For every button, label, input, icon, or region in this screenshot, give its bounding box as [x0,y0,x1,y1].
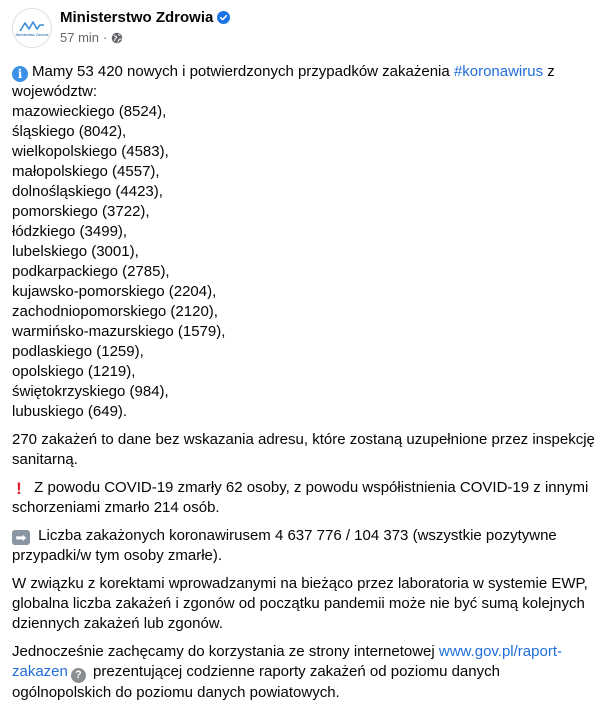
region-item: łódzkiego (3499), [12,223,128,240]
region-item: dolnośląskiego (4423), [12,183,163,200]
correction-paragraph: W związku z korektami wprowadzanymi na bieżąco przez laboratoria w systemie EWP, globalna liczba zakażeń i zgonów od początku pandemii może nie być sumą kolejnych dziennych zakażeń lub zgonów. [12,575,588,632]
post-timestamp[interactable]: 57 min [60,30,100,45]
region-item: lubuskiego (649). [12,403,128,420]
outro-paragraph [12,642,597,703]
page-avatar[interactable] [12,8,52,48]
region-item: zachodniopomorskiego (2120), [12,303,218,320]
region-item: śląskiego (8042), [12,123,127,140]
cases-paragraph [12,62,597,422]
outro-text-after: prezentującej codzienne raporty zakażeń od poziomu danych ogólnopolskich do poziomu danych powiatowych. [12,663,500,701]
name-row [60,8,230,27]
post-body [12,62,597,703]
region-item: lubelskiego (3001), [12,243,139,260]
region-item: podkarpackiego (2785), [12,263,170,280]
region-item: wielkopolskiego (4583), [12,143,169,160]
deaths-text: Z powodu COVID-19 zmarły 62 osoby, z powodu współistnienia COVID-19 z innymi schorzeniami zmarło 214 osób. [12,479,589,516]
avatar-logo-text: Ministerstwo Zdrowia [15,32,49,37]
region-list [12,102,597,422]
region-item: pomorskiego (3722), [12,203,150,220]
totals-paragraph [12,526,597,566]
info-emoji-icon: i [12,66,28,82]
ministry-logo-icon [19,20,45,32]
region-item: kujawsko-pomorskiego (2204), [12,283,217,300]
question-mark-icon[interactable]: ? [71,668,86,683]
verified-badge-icon [217,11,230,24]
exclamation-emoji-icon: ! [16,479,22,498]
report-link[interactable]: www.gov.pl/raport-zakazen [12,643,562,680]
no-address-paragraph: 270 zakażeń to dane bez wskazania adresu, które zostaną uzupełnione przez inspekcję sanitarną. [12,431,595,468]
separator-dot: · [103,30,108,45]
intro-text: Mamy 53 420 nowych i potwierdzonych przypadków zakażenia [32,63,454,80]
region-item: małopolskiego (4557), [12,163,160,180]
post-meta [60,8,230,46]
post-subline [60,29,230,46]
region-item: podlaskiego (1259), [12,343,144,360]
region-item: świętokrzyskiego (984), [12,383,169,400]
region-item: warmińsko-mazurskiego (1579), [12,323,226,340]
intro-text-after: z województw: [12,63,555,100]
region-item: opolskiego (1219), [12,363,136,380]
outro-text: Jednocześnie zachęcamy do korzystania ze strony internetowej [12,643,439,660]
hashtag-link[interactable]: #koronawirus [453,63,544,80]
post-header [12,0,597,52]
globe-icon[interactable] [111,32,123,44]
page-name-link[interactable]: Ministerstwo Zdrowia [60,9,214,26]
totals-text: Liczba zakażonych koronawirusem 4 637 776 / 104 373 (wszystkie pozytywne przypadki/w tym osoby zmarłe). [12,527,557,564]
deaths-paragraph [12,478,597,518]
region-item: mazowieckiego (8524), [12,103,167,120]
right-arrow-emoji-icon: ➡ [12,530,30,545]
